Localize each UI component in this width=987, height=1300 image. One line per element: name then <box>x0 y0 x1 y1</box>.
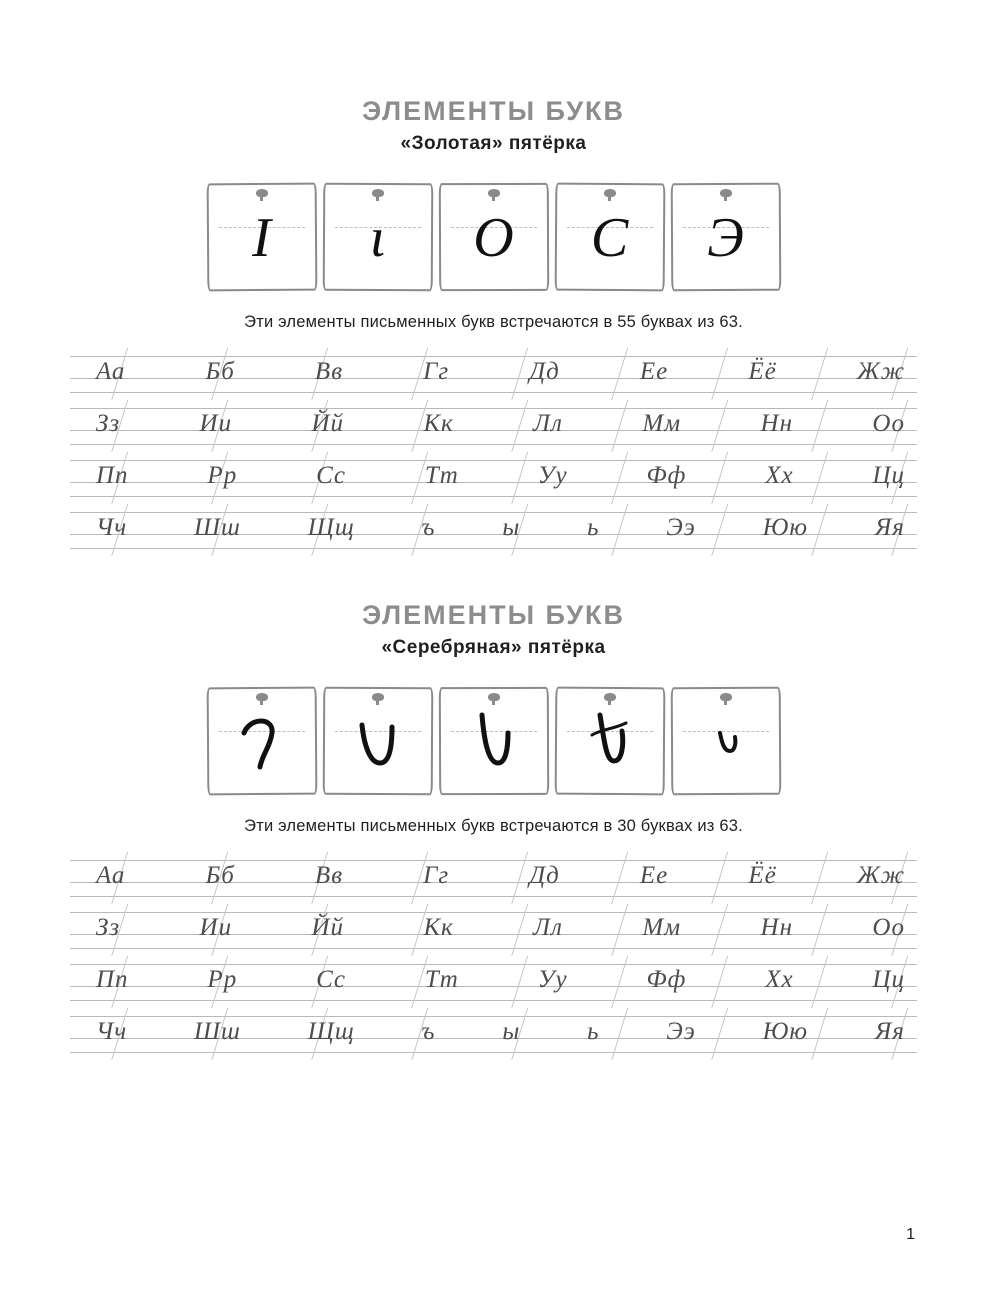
letter-pair: Рр <box>207 462 238 489</box>
letter-pair: Тт <box>424 462 459 489</box>
small-tail-svg <box>696 711 756 775</box>
letter-pair: Кк <box>423 914 454 941</box>
section-subtitle: «Серебряная» пятёрка <box>381 637 606 658</box>
alphabet-practice-block <box>70 348 917 556</box>
letter-pair: Фф <box>646 966 687 993</box>
letter-pair: Щщ <box>307 1018 355 1045</box>
ruled-line-row <box>70 504 917 556</box>
letter-pair: Дд <box>529 862 560 889</box>
letter-pair: Гг <box>423 862 450 889</box>
ruled-line-row <box>70 904 917 956</box>
page-number: 1 <box>906 1226 915 1243</box>
letter-pair: Яя <box>874 1018 905 1045</box>
letter-pair: Йй <box>311 410 345 437</box>
letter-pair: Щщ <box>307 514 355 541</box>
letter-pair: Нн <box>760 410 793 437</box>
letter-pair: Ээ <box>666 1018 696 1045</box>
letter-pair: Сс <box>316 462 347 489</box>
letter-pair: Пп <box>96 966 129 993</box>
letter-pair: Вв <box>314 862 344 889</box>
section-title: ЭЛЕМЕНТЫ БУКВ <box>361 600 626 630</box>
letter-pair: Тт <box>424 966 459 993</box>
letter-row <box>70 452 917 504</box>
long-stroke-svg <box>464 711 524 775</box>
reverse-c-arc-element-icon: Э <box>707 207 744 269</box>
alphabet-practice-block <box>70 852 917 1060</box>
upper-hook-element-icon <box>207 711 317 788</box>
letter-pair: Ии <box>199 914 233 941</box>
letter-pair: Цц <box>872 462 905 489</box>
stroke-slash-element-icon: I <box>252 207 271 269</box>
letter-pair: Гг <box>423 358 450 385</box>
element-card <box>323 687 433 795</box>
letter-pair: Ээ <box>666 514 696 541</box>
letter-pair: Сс <box>316 966 347 993</box>
letter-pair: Зз <box>96 914 121 941</box>
letter-pair: Мм <box>642 914 682 941</box>
pin-icon <box>488 693 500 701</box>
letter-pair: Хх <box>765 462 794 489</box>
letter-pair: Ее <box>639 862 669 889</box>
element-card <box>439 183 549 291</box>
lower-hook-element-icon <box>323 711 433 788</box>
letter-pair: Жж <box>856 862 905 889</box>
crossed-loop-element-icon <box>555 711 665 788</box>
element-card <box>207 183 317 291</box>
element-card <box>671 183 781 291</box>
pin-icon <box>720 189 732 197</box>
crossed-loop-svg <box>580 711 640 775</box>
letter-pair: ь <box>587 514 600 541</box>
ruled-line-row <box>70 400 917 452</box>
letter-pair: Лл <box>533 410 563 437</box>
letter-pair: Лл <box>533 914 563 941</box>
element-card <box>671 687 781 795</box>
letter-pair: ь <box>587 1018 600 1045</box>
letter-row <box>70 1008 917 1060</box>
letter-pair: Оо <box>872 914 905 941</box>
letter-pair: ъ <box>421 1018 436 1045</box>
letter-pair: Юю <box>762 1018 809 1045</box>
letter-pair: Чч <box>96 514 128 541</box>
section-subtitle: «Золотая» пятёрка <box>400 133 587 154</box>
letter-pair: Вв <box>314 358 344 385</box>
pin-icon <box>488 189 500 197</box>
letter-pair: Ии <box>199 410 233 437</box>
small-tail-element-icon <box>671 711 781 788</box>
letter-pair: Ее <box>639 358 669 385</box>
letter-pair: Кк <box>423 410 454 437</box>
ruled-line-row <box>70 956 917 1008</box>
letter-row <box>70 904 917 956</box>
letter-pair: Йй <box>311 914 345 941</box>
section-silver-five <box>70 600 917 1060</box>
letter-pair: Шш <box>193 514 241 541</box>
letter-pair: Рр <box>207 966 238 993</box>
letter-pair: ы <box>502 1018 521 1045</box>
letter-pair: Нн <box>760 914 793 941</box>
section-caption: Эти элементы письменных букв встречаются в 55 буквах из 63. <box>244 313 743 331</box>
pin-icon <box>256 693 268 701</box>
letter-pair: Юю <box>762 514 809 541</box>
section-title: ЭЛЕМЕНТЫ БУКВ <box>361 96 626 126</box>
letter-pair: Бб <box>205 862 235 889</box>
letter-row <box>70 400 917 452</box>
letter-pair: Зз <box>96 410 121 437</box>
ruled-line-row <box>70 452 917 504</box>
letter-pair: Шш <box>193 1018 241 1045</box>
element-card <box>439 687 549 795</box>
letter-row <box>70 852 917 904</box>
lower-hook-svg <box>348 711 408 775</box>
pin-icon <box>720 693 732 701</box>
letter-pair: Бб <box>205 358 235 385</box>
upper-hook-svg <box>232 711 292 775</box>
pin-icon <box>372 693 384 701</box>
letter-pair: Уу <box>537 462 568 489</box>
letter-pair: Жж <box>856 358 905 385</box>
letter-pair: ы <box>502 514 521 541</box>
pin-icon <box>256 189 268 197</box>
section-caption: Эти элементы письменных букв встречаются в 30 буквах из 63. <box>244 817 743 835</box>
letter-pair: Цц <box>872 966 905 993</box>
element-card <box>555 183 665 291</box>
letter-pair: Хх <box>765 966 794 993</box>
ruled-line-row <box>70 348 917 400</box>
letter-pair: Ёё <box>748 358 777 385</box>
letter-pair: Чч <box>96 1018 128 1045</box>
section-golden-five <box>70 0 917 556</box>
letter-pair: Фф <box>646 462 687 489</box>
oval-element-icon: О <box>473 207 514 269</box>
letter-pair: Пп <box>96 462 129 489</box>
letter-pair: Аа <box>96 358 126 385</box>
c-arc-element-icon: С <box>590 207 629 269</box>
pin-icon <box>372 189 384 197</box>
pin-icon <box>604 693 616 701</box>
letter-pair: Оо <box>872 410 905 437</box>
element-card-strip <box>70 183 917 291</box>
letter-pair: Дд <box>529 358 560 385</box>
ruled-line-row <box>70 1008 917 1060</box>
element-card <box>323 183 433 291</box>
letter-pair: Аа <box>96 862 126 889</box>
element-card-strip <box>70 687 917 795</box>
letter-pair: ъ <box>421 514 436 541</box>
letter-pair: Уу <box>537 966 568 993</box>
stroke-hook-element-icon: ι <box>369 207 386 269</box>
pin-icon <box>604 189 616 197</box>
letter-pair: Ёё <box>748 862 777 889</box>
long-stroke-element-icon <box>439 711 549 788</box>
letter-pair: Мм <box>642 410 682 437</box>
letter-row <box>70 348 917 400</box>
element-card <box>207 687 317 795</box>
letter-row <box>70 956 917 1008</box>
element-card <box>555 687 665 795</box>
letter-row <box>70 504 917 556</box>
letter-pair: Яя <box>874 514 905 541</box>
ruled-line-row <box>70 852 917 904</box>
